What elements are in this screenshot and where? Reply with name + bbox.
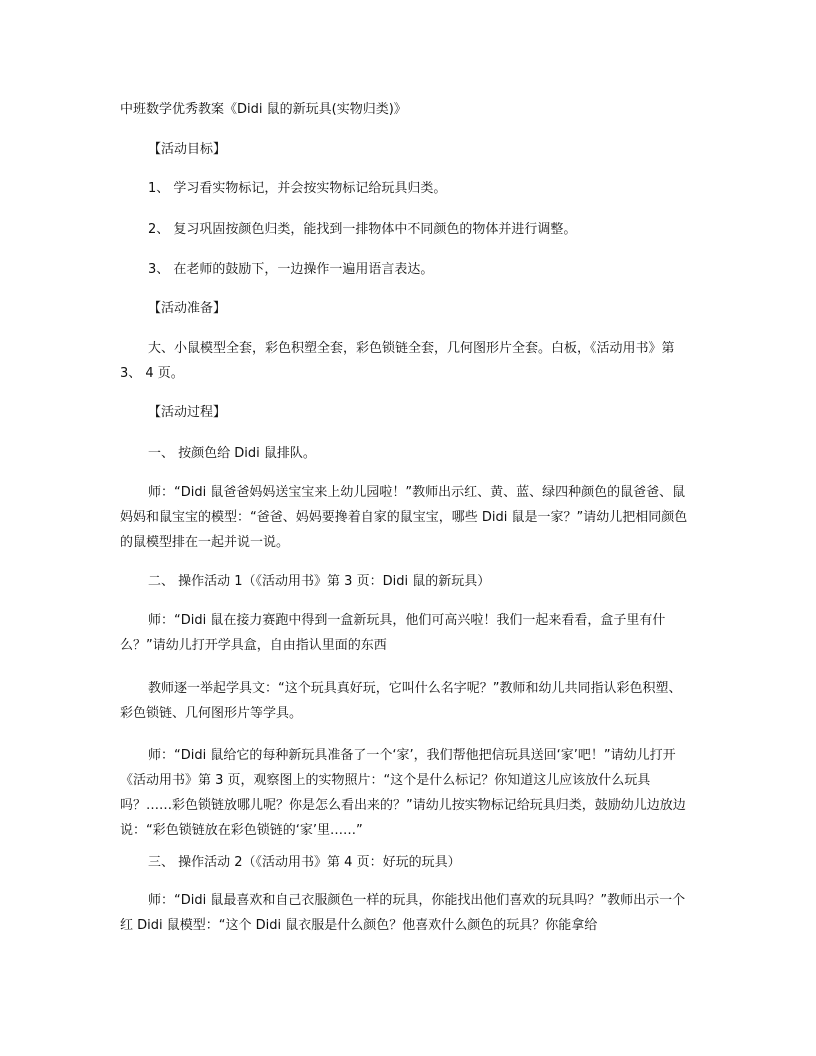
- prep-heading: 【活动准备】: [148, 301, 227, 316]
- step-3-title: 三、 操作活动 2（《活动用书》第 4 页：好玩的玩具）: [148, 855, 461, 870]
- step-1-paragraph: 师：“Didi 鼠爸爸妈妈送宝宝来上幼儿园啦！”教师出示红、黄、蓝、绿四种颜色的鼠爸爸、鼠妈妈和鼠宝宝的模型：“爸爸、妈妈要搀着自家的鼠宝宝，哪些 Didi 鼠是一家？”请幼儿把相同颜色的鼠模型排在一起并说一说。: [120, 485, 688, 550]
- goal-item-1: 1、 学习看实物标记，并会按实物标记给玩具归类。: [148, 181, 447, 196]
- step-3-paragraph: 师：“Didi 鼠最喜欢和自己衣服颜色一样的玩具，你能找出他们喜欢的玩具吗？”教师出示一个红 Didi 鼠模型：“这个 Didi 鼠衣服是什么颜色？他喜欢什么颜色的玩具？你能拿给: [120, 893, 686, 933]
- step-2-paragraph-3: 师：“Didi 鼠给它的每种新玩具准备了一个‘家’，我们帮他把信玩具送回‘家’吧！”请幼儿打开《活动用书》第 3 页，观察图上的实物照片：“这个是什么标记？你知道这儿应该放什么玩具吗？……彩色锁链放哪儿呢？你是怎么看出来的？”请幼儿按实物标记给玩具归类，鼓励幼儿边放边说：“彩色锁链放在彩色锁链的‘家’里……”: [120, 748, 686, 838]
- prep-paragraph: 大、小鼠模型全套，彩色积塑全套，彩色锁链全套，几何图形片全套。白板，《活动用书》第 3、 4 页。: [120, 341, 675, 381]
- goal-item-3: 3、 在老师的鼓励下，一边操作一遍用语言表达。: [148, 262, 434, 277]
- goal-item-2: 2、 复习巩固按颜色归类，能找到一排物体中不同颜色的物体并进行调整。: [148, 222, 577, 237]
- step-2-paragraph-1: 师：“Didi 鼠在接力赛跑中得到一盒新玩具，他们可高兴啦！我们一起来看看，盒子里有什么？”请幼儿打开学具盒，自由指认里面的东西: [120, 613, 666, 653]
- document-title: 中班数学优秀教案《Didi 鼠的新玩具(实物归类)》: [120, 102, 407, 117]
- process-heading: 【活动过程】: [148, 405, 227, 420]
- step-1-title: 一、 按颜色给 Didi 鼠排队。: [148, 446, 316, 461]
- step-2-paragraph-2: 教师逐一举起学具文：“这个玩具真好玩，它叫什么名字呢？”教师和幼儿共同指认彩色积塑、彩色锁链、几何图形片等学具。: [120, 681, 682, 721]
- goals-heading: 【活动目标】: [148, 142, 227, 157]
- step-2-title: 二、 操作活动 1（《活动用书》第 3 页：Didi 鼠的新玩具）: [148, 574, 491, 589]
